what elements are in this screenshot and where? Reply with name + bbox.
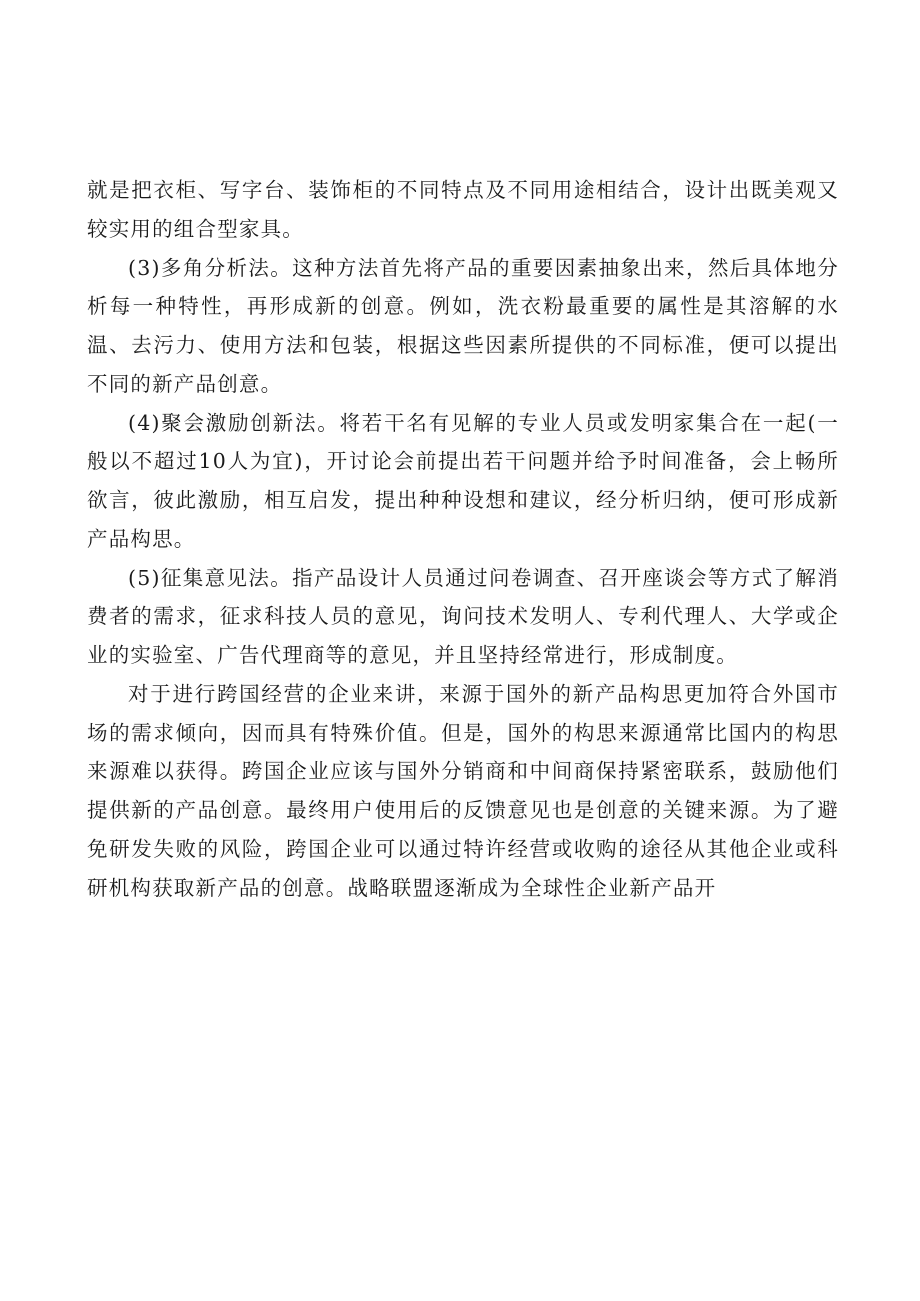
paragraph-2: (3)多角分析法。这种方法首先将产品的重要因素抽象出来，然后具体地分析每一种特性，再形成新的创意。例如，洗衣粉最重要的属性是其溶解的水温、去污力、使用方法和包装，根据这些因素所提供的不同标准，便可以提出不同的新产品创意。 <box>87 255 839 396</box>
paragraph-1: 就是把衣柜、写字台、装饰柜的不同特点及不同用途相结合，设计出既美观又较实用的组合型家具。 <box>87 178 839 241</box>
paragraph-4: (5)征集意见法。指产品设计人员通过问卷调查、召开座谈会等方式了解消费者的需求，征求科技人员的意见，询问技术发明人、专利代理人、大学或企业的实验室、广告代理商等的意见，并且坚持经常进行，形成制度。 <box>87 565 839 667</box>
document-body <box>87 171 839 907</box>
paragraph-5: 对于进行跨国经营的企业来讲，来源于国外的新产品构思更加符合外国市场的需求倾向，因而具有特殊价值。但是，国外的构思来源通常比国内的构思来源难以获得。跨国企业应该与国外分销商和中间商保持紧密联系，鼓励他们提供新的产品创意。最终用户使用后的反馈意见也是创意的关键来源。为了避免研发失败的风险，跨国企业可以通过特许经营或收购的途径从其他企业或科研机构获取新产品的创意。战略联盟逐渐成为全球性企业新产品开 <box>87 681 839 900</box>
paragraph-3: (4)聚会激励创新法。将若干名有见解的专业人员或发明家集合在一起(一般以不超过10人为宜)，开讨论会前提出若干问题并给予时间准备，会上畅所欲言，彼此激励，相互启发，提出种种设想和建议，经分析归纳，便可形成新产品构思。 <box>87 410 839 551</box>
